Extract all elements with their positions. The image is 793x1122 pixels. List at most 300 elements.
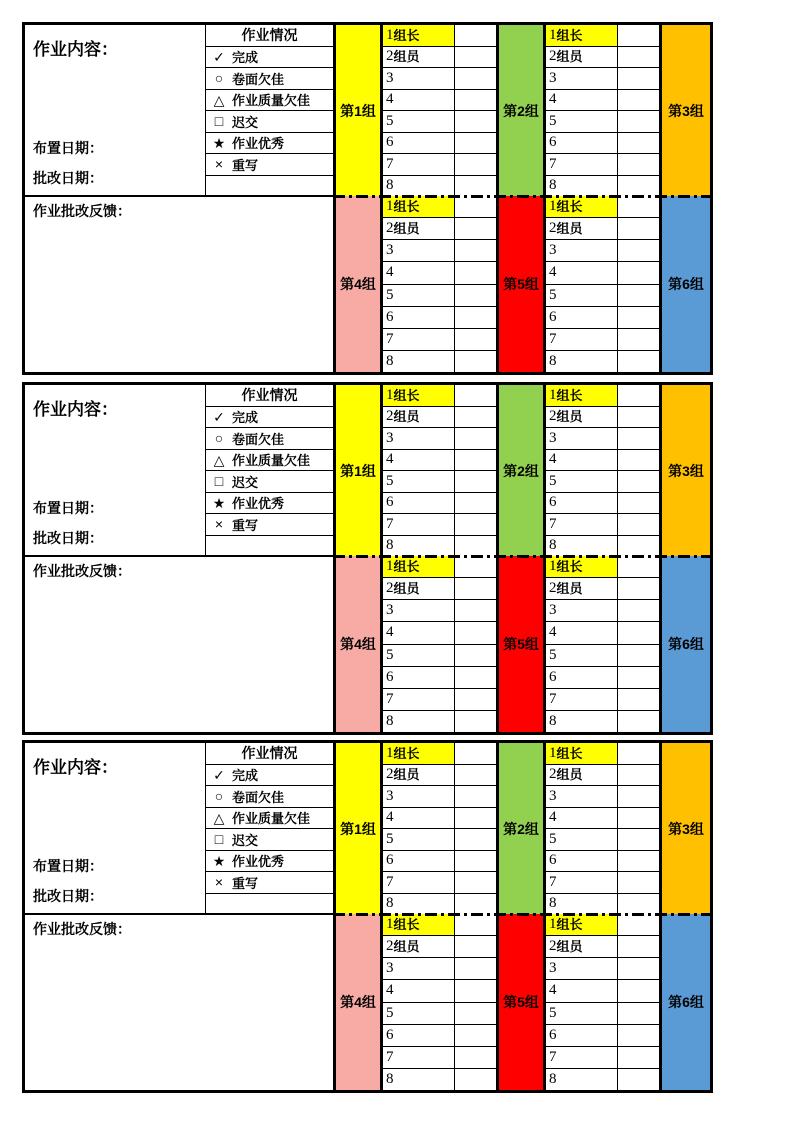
member-cell — [383, 111, 454, 133]
member-cell — [546, 471, 617, 493]
member-number: 6 — [386, 308, 394, 325]
legend-item-label: 作业优秀 — [232, 854, 285, 870]
legend-symbol-icon: ✓ — [213, 48, 225, 65]
member-cell — [546, 428, 617, 450]
marks-column — [455, 556, 496, 732]
marks-column — [618, 385, 659, 556]
mark-cell — [455, 872, 496, 894]
legend-item-label: 作业优秀 — [232, 496, 285, 512]
mark-cell — [455, 958, 496, 980]
legend-symbol-icon: ○ — [214, 788, 224, 805]
mark-cell — [618, 786, 659, 808]
member-number: 6 — [386, 134, 394, 151]
member-cell — [546, 808, 617, 830]
member-number: 5 — [549, 646, 557, 663]
homework-content-label: 作业内容： — [33, 40, 118, 59]
member-cell — [546, 645, 617, 667]
assign-date-label: 布置日期： — [33, 140, 103, 156]
member-number: 8 — [386, 352, 394, 369]
legend-symbol-icon: □ — [214, 473, 224, 490]
marks-column — [455, 25, 496, 196]
member-role: 组长 — [393, 559, 420, 575]
groups-top — [333, 743, 710, 914]
group-label — [659, 196, 710, 372]
member-cell — [383, 894, 454, 915]
member-cell — [546, 765, 617, 787]
mark-cell — [618, 829, 659, 851]
member-number: 4 — [549, 624, 557, 641]
member-role: 组员 — [556, 767, 583, 783]
group-label — [496, 385, 546, 556]
mark-cell — [618, 176, 659, 197]
member-cell — [546, 667, 617, 689]
member-number: 8 — [549, 177, 557, 194]
member-number: 7 — [386, 1048, 394, 1065]
member-number: 8 — [549, 352, 557, 369]
feedback-label: 作业批改反馈： — [33, 203, 131, 219]
mark-cell — [618, 351, 659, 372]
member-cell — [546, 307, 617, 329]
member-cell — [546, 536, 617, 557]
groups-top — [333, 385, 710, 556]
member-number: 6 — [549, 1026, 557, 1043]
member-number: 3 — [386, 242, 394, 259]
mark-cell — [455, 536, 496, 557]
mark-cell — [455, 786, 496, 808]
group-label-text: 第1组 — [340, 102, 376, 119]
mark-cell — [455, 514, 496, 536]
mark-cell — [455, 667, 496, 689]
legend-item-label: 迟交 — [232, 114, 259, 130]
member-role: 组长 — [393, 199, 420, 215]
member-cell — [546, 1003, 617, 1025]
member-number: 5 — [386, 646, 394, 663]
member-cell — [383, 307, 454, 329]
member-number: 3 — [386, 429, 394, 446]
member-number: 1 — [549, 386, 557, 403]
member-role: 组员 — [393, 939, 420, 955]
group-label-text: 第6组 — [668, 636, 704, 652]
member-cell — [546, 1069, 617, 1090]
member-cell — [546, 851, 617, 873]
mark-cell — [455, 829, 496, 851]
member-role: 组员 — [393, 767, 420, 783]
mark-cell — [455, 622, 496, 644]
mark-cell — [618, 894, 659, 915]
member-cell — [383, 1025, 454, 1047]
legend-item — [206, 872, 333, 894]
legend-item — [206, 765, 333, 787]
mark-cell — [455, 176, 496, 197]
mark-cell — [618, 514, 659, 536]
member-number: 5 — [386, 1004, 394, 1021]
legend-symbol-icon: △ — [213, 809, 225, 826]
member-number: 2 — [549, 766, 557, 783]
legend-item-label: 卷面欠佳 — [232, 789, 285, 805]
member-role: 组员 — [556, 581, 583, 597]
member-cell — [383, 829, 454, 851]
mark-cell — [455, 894, 496, 915]
legend-item-label: 重写 — [232, 157, 259, 173]
member-number: 6 — [549, 134, 557, 151]
member-cell — [546, 958, 617, 980]
member-number: 3 — [549, 242, 557, 259]
roster-column — [383, 196, 455, 372]
homework-block — [22, 382, 713, 735]
member-number: 6 — [386, 668, 394, 685]
legend-symbol-icon: ★ — [212, 852, 226, 869]
mark-cell — [455, 133, 496, 155]
mark-cell — [618, 385, 659, 407]
legend-item — [206, 894, 333, 915]
mark-cell — [455, 385, 496, 407]
mark-cell — [455, 1069, 496, 1090]
member-number: 7 — [549, 690, 557, 707]
member-number: 3 — [549, 429, 557, 446]
member-number: 2 — [549, 408, 557, 425]
member-number: 4 — [549, 809, 557, 826]
roster-column — [546, 556, 618, 732]
mark-cell — [455, 47, 496, 69]
mark-cell — [618, 329, 659, 351]
member-number: 8 — [549, 537, 557, 554]
mark-cell — [455, 218, 496, 240]
member-cell — [546, 1047, 617, 1069]
mark-cell — [618, 980, 659, 1002]
mark-cell — [455, 711, 496, 732]
member-cell — [546, 556, 617, 578]
member-number: 2 — [386, 220, 394, 237]
member-cell — [546, 980, 617, 1002]
member-number: 2 — [549, 938, 557, 955]
group-label — [659, 914, 710, 1090]
mark-cell — [455, 1047, 496, 1069]
mark-cell — [618, 743, 659, 765]
group-label — [333, 196, 383, 372]
homework-block — [22, 22, 713, 375]
roster-column — [546, 25, 618, 196]
roster-column — [383, 385, 455, 556]
legend-item — [206, 68, 333, 90]
mark-cell — [455, 351, 496, 372]
member-number: 1 — [549, 26, 557, 43]
member-number: 8 — [386, 895, 394, 912]
legend-symbol-icon: ✓ — [213, 408, 225, 425]
legend-item — [206, 450, 333, 472]
member-number: 8 — [386, 177, 394, 194]
member-number: 1 — [549, 558, 557, 575]
legend-title: 作业情况 — [206, 25, 333, 47]
legend-item-label: 迟交 — [232, 474, 259, 490]
member-number: 3 — [549, 960, 557, 977]
legend-item — [206, 428, 333, 450]
group-label — [333, 556, 383, 732]
legend-symbol-icon: ○ — [214, 70, 224, 87]
member-cell — [383, 600, 454, 622]
legend-item — [206, 493, 333, 515]
member-number: 4 — [549, 264, 557, 281]
member-cell — [383, 578, 454, 600]
member-cell — [383, 329, 454, 351]
group-label — [496, 25, 546, 196]
group-label-text: 第6组 — [668, 994, 704, 1010]
legend-title: 作业情况 — [206, 743, 333, 765]
marks-column — [455, 914, 496, 1090]
member-cell — [546, 622, 617, 644]
mark-cell — [455, 645, 496, 667]
member-cell — [383, 1069, 454, 1090]
legend-item-label: 迟交 — [232, 832, 259, 848]
mark-cell — [455, 578, 496, 600]
group-label — [333, 385, 383, 556]
member-number: 1 — [549, 744, 557, 761]
mark-cell — [618, 240, 659, 262]
member-cell — [546, 786, 617, 808]
mark-cell — [618, 47, 659, 69]
legend-box — [205, 743, 333, 914]
legend-item-label: 作业质量欠佳 — [232, 453, 311, 469]
mark-cell — [618, 914, 659, 936]
mark-cell — [618, 936, 659, 958]
member-cell — [546, 1025, 617, 1047]
member-cell — [383, 645, 454, 667]
legend-item — [206, 851, 333, 873]
member-number: 5 — [386, 286, 394, 303]
member-number: 1 — [386, 198, 394, 215]
member-role: 组员 — [556, 49, 583, 65]
member-cell — [546, 914, 617, 936]
half-divider-solid — [25, 913, 333, 915]
mark-cell — [455, 329, 496, 351]
member-role: 组长 — [556, 559, 583, 575]
legend-item-label: 作业质量欠佳 — [232, 93, 311, 109]
member-number: 4 — [386, 91, 394, 108]
member-number: 7 — [549, 330, 557, 347]
feedback-label: 作业批改反馈： — [33, 563, 131, 579]
member-number: 6 — [386, 852, 394, 869]
mark-cell — [618, 645, 659, 667]
legend-symbol-icon: ★ — [212, 494, 226, 511]
member-role: 组长 — [556, 199, 583, 215]
legend-item-label: 卷面欠佳 — [232, 431, 285, 447]
mark-cell — [455, 1003, 496, 1025]
mark-cell — [618, 1025, 659, 1047]
member-cell — [546, 407, 617, 429]
groups-bottom — [333, 914, 710, 1090]
assign-date-label: 布置日期： — [33, 858, 103, 874]
member-number: 6 — [386, 494, 394, 511]
member-number: 5 — [386, 472, 394, 489]
member-number: 4 — [549, 982, 557, 999]
marks-column — [455, 743, 496, 914]
marks-column — [618, 914, 659, 1090]
roster-column — [546, 914, 618, 1090]
mark-cell — [455, 689, 496, 711]
member-number: 2 — [386, 580, 394, 597]
member-role: 组长 — [393, 745, 420, 761]
group-label-text: 第3组 — [668, 820, 704, 837]
member-cell — [546, 154, 617, 176]
member-number: 3 — [549, 69, 557, 86]
member-number: 1 — [386, 744, 394, 761]
legend-item-label: 作业优秀 — [232, 136, 285, 152]
homework-block — [22, 740, 713, 1093]
member-number: 4 — [386, 451, 394, 468]
group-label — [333, 25, 383, 196]
member-number: 3 — [386, 960, 394, 977]
member-number: 8 — [549, 895, 557, 912]
mark-cell — [618, 111, 659, 133]
mark-cell — [618, 450, 659, 472]
member-role: 组员 — [393, 221, 420, 237]
group-label-text: 第2组 — [503, 102, 539, 119]
member-cell — [383, 90, 454, 112]
mark-cell — [618, 536, 659, 557]
member-number: 7 — [386, 155, 394, 172]
legend-symbol-icon: □ — [214, 113, 224, 130]
mark-cell — [455, 765, 496, 787]
member-cell — [383, 240, 454, 262]
legend-item — [206, 471, 333, 493]
member-number: 7 — [386, 873, 394, 890]
member-number: 4 — [549, 451, 557, 468]
legend-symbol-icon: ★ — [212, 134, 226, 151]
member-number: 8 — [549, 712, 557, 729]
mark-cell — [618, 407, 659, 429]
group-label — [659, 743, 710, 914]
half-divider-solid — [25, 195, 333, 197]
member-number: 5 — [386, 830, 394, 847]
member-number: 7 — [549, 1048, 557, 1065]
member-cell — [546, 329, 617, 351]
member-number: 2 — [386, 408, 394, 425]
member-number: 2 — [549, 220, 557, 237]
mark-cell — [618, 808, 659, 830]
legend-item — [206, 154, 333, 176]
member-number: 3 — [386, 787, 394, 804]
member-cell — [546, 872, 617, 894]
legend-item — [206, 786, 333, 808]
groups-top — [333, 25, 710, 196]
mark-cell — [455, 196, 496, 218]
member-number: 7 — [549, 155, 557, 172]
mark-cell — [455, 111, 496, 133]
legend-item-label: 作业质量欠佳 — [232, 811, 311, 827]
marks-column — [618, 743, 659, 914]
group-label — [659, 385, 710, 556]
member-role: 组长 — [393, 387, 420, 403]
member-cell — [546, 218, 617, 240]
member-cell — [546, 578, 617, 600]
member-cell — [546, 285, 617, 307]
mark-cell — [455, 285, 496, 307]
member-cell — [383, 154, 454, 176]
member-number: 8 — [386, 537, 394, 554]
member-cell — [546, 743, 617, 765]
review-date-label: 批改日期： — [33, 888, 103, 904]
member-number: 1 — [386, 558, 394, 575]
member-cell — [383, 176, 454, 197]
mark-cell — [455, 936, 496, 958]
mark-cell — [618, 285, 659, 307]
mark-cell — [618, 471, 659, 493]
member-cell — [383, 786, 454, 808]
mark-cell — [455, 600, 496, 622]
half-divider-solid — [25, 555, 333, 557]
mark-cell — [618, 1047, 659, 1069]
feedback-label: 作业批改反馈： — [33, 921, 131, 937]
legend-item-label: 完成 — [232, 768, 259, 784]
member-cell — [383, 1003, 454, 1025]
member-cell — [383, 133, 454, 155]
member-number: 2 — [549, 580, 557, 597]
half-divider-dashdot — [333, 913, 710, 916]
group-label-text: 第5组 — [503, 276, 539, 292]
member-cell — [383, 936, 454, 958]
roster-column — [383, 25, 455, 196]
group-label-text: 第3组 — [668, 102, 704, 119]
group-label-text: 第5组 — [503, 994, 539, 1010]
marks-column — [618, 556, 659, 732]
legend-item — [206, 90, 333, 112]
mark-cell — [455, 68, 496, 90]
mark-cell — [618, 154, 659, 176]
member-number: 5 — [549, 112, 557, 129]
mark-cell — [455, 407, 496, 429]
group-label-text: 第4组 — [340, 994, 376, 1010]
member-cell — [546, 351, 617, 372]
group-label-text: 第4组 — [340, 276, 376, 292]
legend-box — [205, 385, 333, 556]
member-number: 2 — [386, 766, 394, 783]
mark-cell — [455, 471, 496, 493]
group-label — [659, 25, 710, 196]
group-label — [659, 556, 710, 732]
member-cell — [546, 262, 617, 284]
member-cell — [383, 689, 454, 711]
member-number: 4 — [386, 982, 394, 999]
member-cell — [383, 407, 454, 429]
member-cell — [546, 68, 617, 90]
mark-cell — [618, 578, 659, 600]
member-cell — [383, 667, 454, 689]
mark-cell — [618, 851, 659, 873]
member-cell — [546, 829, 617, 851]
mark-cell — [455, 90, 496, 112]
member-cell — [383, 450, 454, 472]
member-cell — [383, 47, 454, 69]
legend-item-label: 卷面欠佳 — [232, 71, 285, 87]
group-label — [496, 914, 546, 1090]
groups-bottom — [333, 556, 710, 732]
member-cell — [546, 894, 617, 915]
member-number: 3 — [549, 787, 557, 804]
homework-content-label: 作业内容： — [33, 758, 118, 777]
member-cell — [383, 351, 454, 372]
member-role: 组长 — [556, 745, 583, 761]
member-cell — [383, 493, 454, 515]
member-cell — [383, 196, 454, 218]
member-cell — [546, 514, 617, 536]
member-number: 6 — [549, 852, 557, 869]
member-cell — [546, 385, 617, 407]
member-cell — [546, 176, 617, 197]
group-label-text: 第1组 — [340, 820, 376, 837]
legend-item — [206, 133, 333, 155]
member-cell — [546, 25, 617, 47]
group-label — [496, 556, 546, 732]
member-number: 1 — [386, 916, 394, 933]
